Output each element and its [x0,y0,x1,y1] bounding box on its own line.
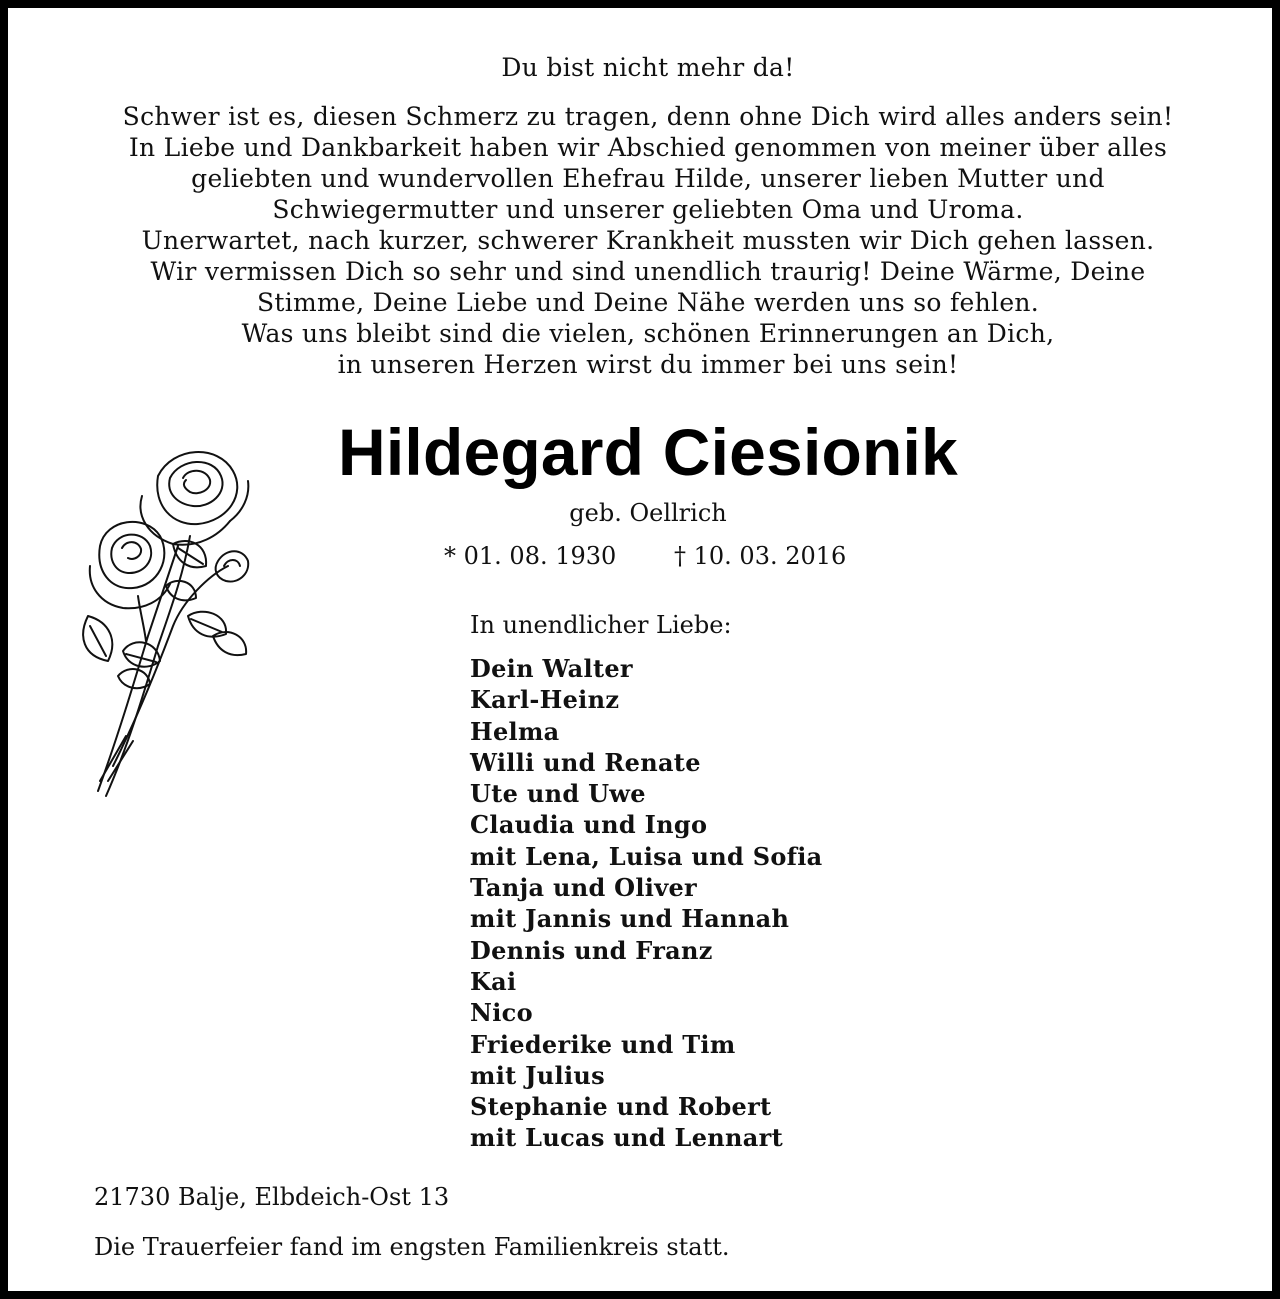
poem-line: Stimme, Deine Liebe und Deine Nähe werden uns so fehlen. [256,288,1040,317]
family-member: Stephanie und Robert [470,1092,772,1122]
poem [68,101,1228,380]
love-label: In unendlicher Liebe: [470,611,732,639]
family-member: Dein Walter [470,654,633,683]
poem-line: In Liebe und Dankbarkeit haben wir Abschied genommen von meiner über alles [128,133,1168,162]
family-member: Willi und Renate [470,747,701,777]
family-member: Karl-Heinz [470,685,620,715]
poem-line: Schwer ist es, diesen Schmerz zu tragen, denn ohne Dich wird alles anders sein! [122,102,1174,131]
birth-name: geb. Oellrich [569,499,727,527]
family-member: mit Lucas und Lennart [470,1123,783,1153]
family-member: Ute und Uwe [470,779,646,809]
family-member: Claudia und Ingo [470,810,708,840]
family-list [470,653,823,1154]
deceased-name: Hildegard Ciesionik [338,415,958,489]
poem-line: in unseren Herzen wirst du immer bei uns sein! [337,350,959,379]
birth-date: * 01. 08. 1930 [444,542,617,570]
poem-line: Wir vermissen Dich so sehr und sind unendlich traurig! Deine Wärme, Deine [150,257,1146,286]
family-member: mit Lena, Luisa und Sofia [470,841,823,871]
poem-line: Was uns bleibt sind die vielen, schönen Erinnerungen an Dich, [241,319,1055,348]
poem-line: geliebten und wundervollen Ehefrau Hilde, unserer lieben Mutter und [191,164,1105,193]
family-member: Nico [470,998,533,1028]
poem-line: Unerwartet, nach kurzer, schwerer Krankheit mussten wir Dich gehen lassen. [141,226,1155,255]
family-member: Tanja und Oliver [470,873,697,903]
notice-heading: Du bist nicht mehr da! [501,53,795,82]
service-note: Die Trauerfeier fand im engsten Familienkreis statt. [94,1233,730,1261]
rose-icon [78,436,258,806]
family-member: Dennis und Franz [470,935,713,965]
family-member: Friederike und Tim [470,1029,736,1059]
poem-line: Schwiegermutter und unserer geliebten Oma und Uroma. [272,195,1024,224]
intro-text [68,52,1228,380]
death-date: † 10. 03. 2016 [674,542,847,570]
address: 21730 Balje, Elbdeich-Ost 13 [94,1183,450,1211]
family-member: mit Julius [470,1060,605,1090]
family-member: mit Jannis und Hannah [470,904,790,934]
family-member: Kai [470,966,517,996]
family-member: Helma [470,716,560,746]
